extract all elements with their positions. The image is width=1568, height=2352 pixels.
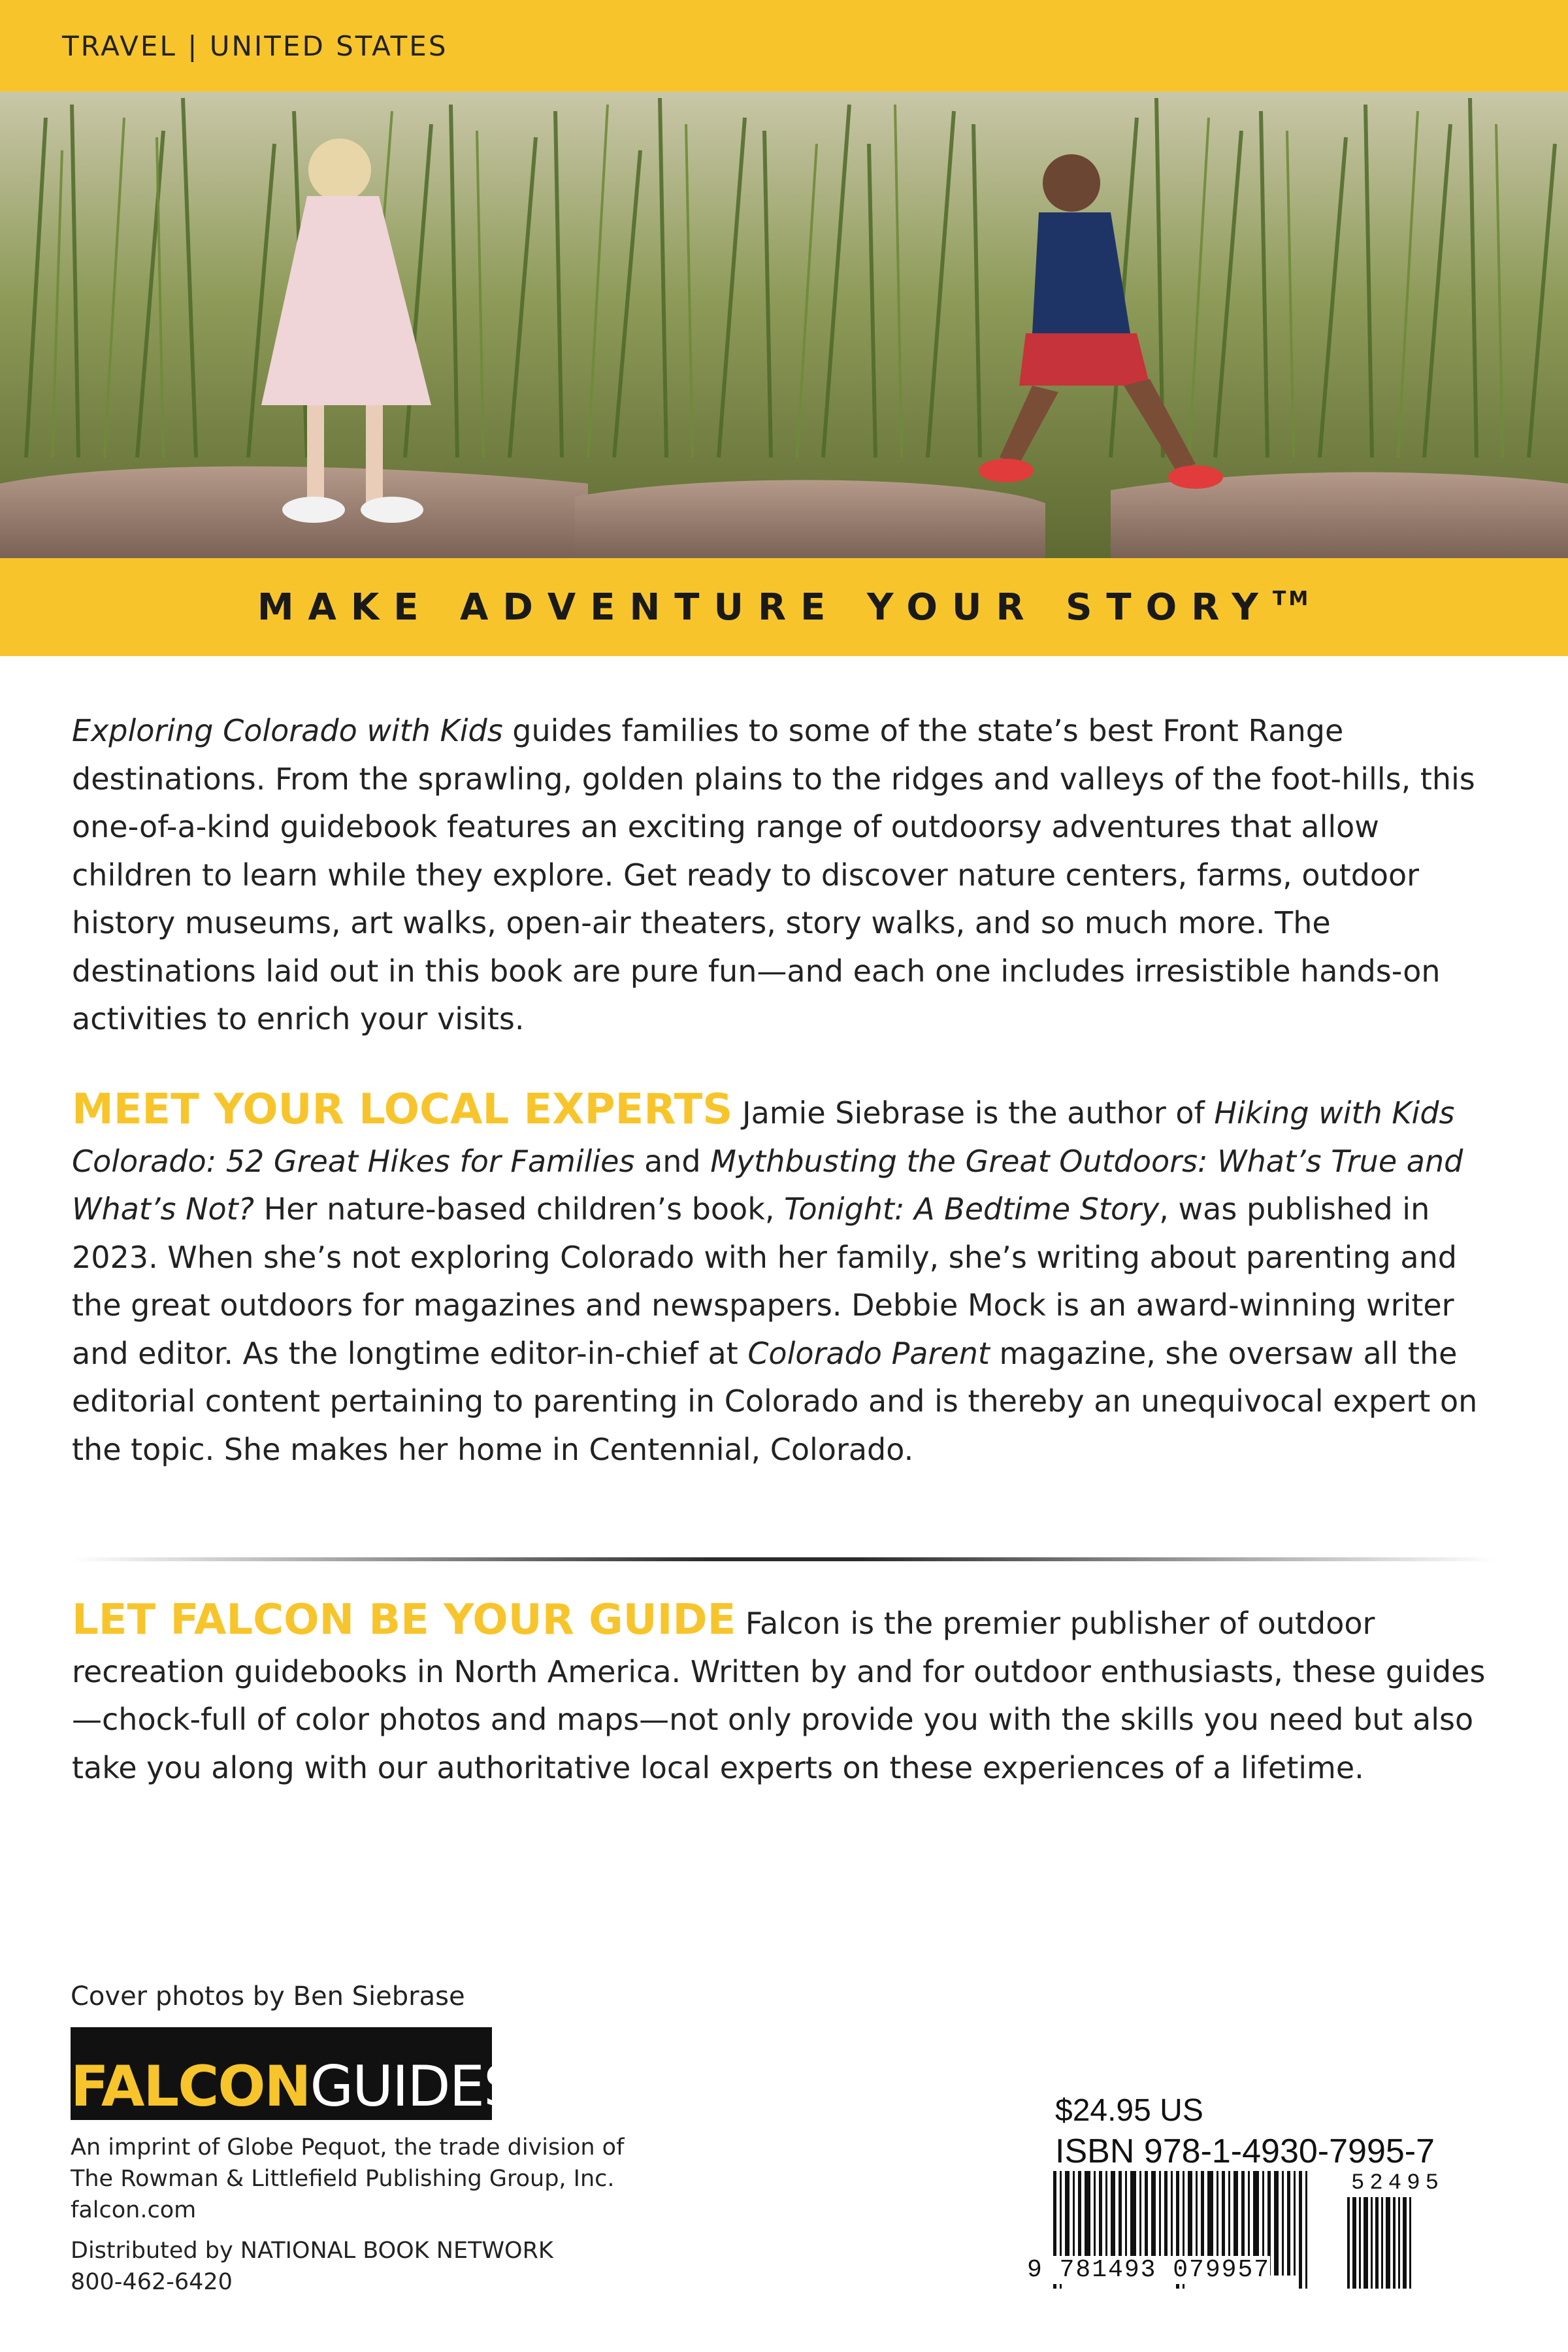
photo-credit: Cover photos by Ben Siebrase [71,1981,465,2012]
distributor-info: Distributed by NATIONAL BOOK NETWORK 800-462-6420 [71,2238,553,2295]
barcode-digits: 9 781493 079957 [1027,2256,1271,2284]
imprint-info: An imprint of Globe Pequot, the trade division of The Rowman & Littlefield Publishing Group, Inc. falcon.com [71,2134,625,2223]
falcon-heading: LET FALCON BE YOUR GUIDE [72,1596,736,1644]
barcode-supplement: 52495 [1351,2171,1445,2196]
falcon-paragraph: LET FALCON BE YOUR GUIDE Falcon is the premier publisher of outdoor recreation guidebooks in North America. Written by and for outdoor enthusiasts, these guides—chock-full of color photos and maps—not only provide you with the skills you need but also take you along with our authoritative local experts on these experiences of a lifetime. [72,1596,1486,1785]
experts-heading: MEET YOUR LOCAL EXPERTS [72,1085,733,1134]
children-hopping-rocks-photo [0,91,1568,558]
isbn: ISBN 978-1-4930-7995-7 [1055,2132,1435,2170]
price: $24.95 US [1055,2093,1203,2128]
tagline-band [0,558,1568,656]
tagline: MAKE ADVENTURE YOUR STORY™ [257,586,1311,629]
divider [72,1557,1496,1561]
experts-paragraph: MEET YOUR LOCAL EXPERTS Jamie Siebrase is the author of Hiking with Kids Colorado: 52 Great Hikes for Families and Mythbusting the Great Outdoors: What’s True and What’s Not? Her nature-based children’s book, Tonight: A Bedtime Story, was published in 2023. When she’s not exploring Colorado with her family, she’s writing about parenting and the great outdoors for magazines and newspapers. Debbie Mock is an award-winning writer and editor. As the longtime editor-in-chief at Colorado Parent magazine, she oversaw all the editorial content pertaining to parenting in Colorado and is thereby an unequivocal expert on the topic. She makes her home in Centennial, Colorado. [72,1085,1478,1467]
trademark-mark: TM [1272,588,1311,610]
top-band [0,0,1568,91]
book-title: Exploring Colorado with Kids [72,713,503,748]
cover-photo [0,91,1568,558]
falconguides-logo: FALCONGUIDES® [71,2027,492,2120]
intro-paragraph: Exploring Colorado with Kids guides families to some of the state’s best Front Range destinations. From the sprawling, golden plains to the ridges and valleys of the foot-hills, this one-of-a-kind guidebook features an exciting range of outdoorsy adventures that allow children to learn while they explore. Get ready to discover nature centers, farms, outdoor history museums, art walks, open-air theaters, story walks, and so much more. The destinations laid out in this book are pure fun—and each one includes irresistible hands-on activities to enrich your visits. [72,713,1475,1036]
category-label: TRAVEL | UNITED STATES [62,30,448,62]
